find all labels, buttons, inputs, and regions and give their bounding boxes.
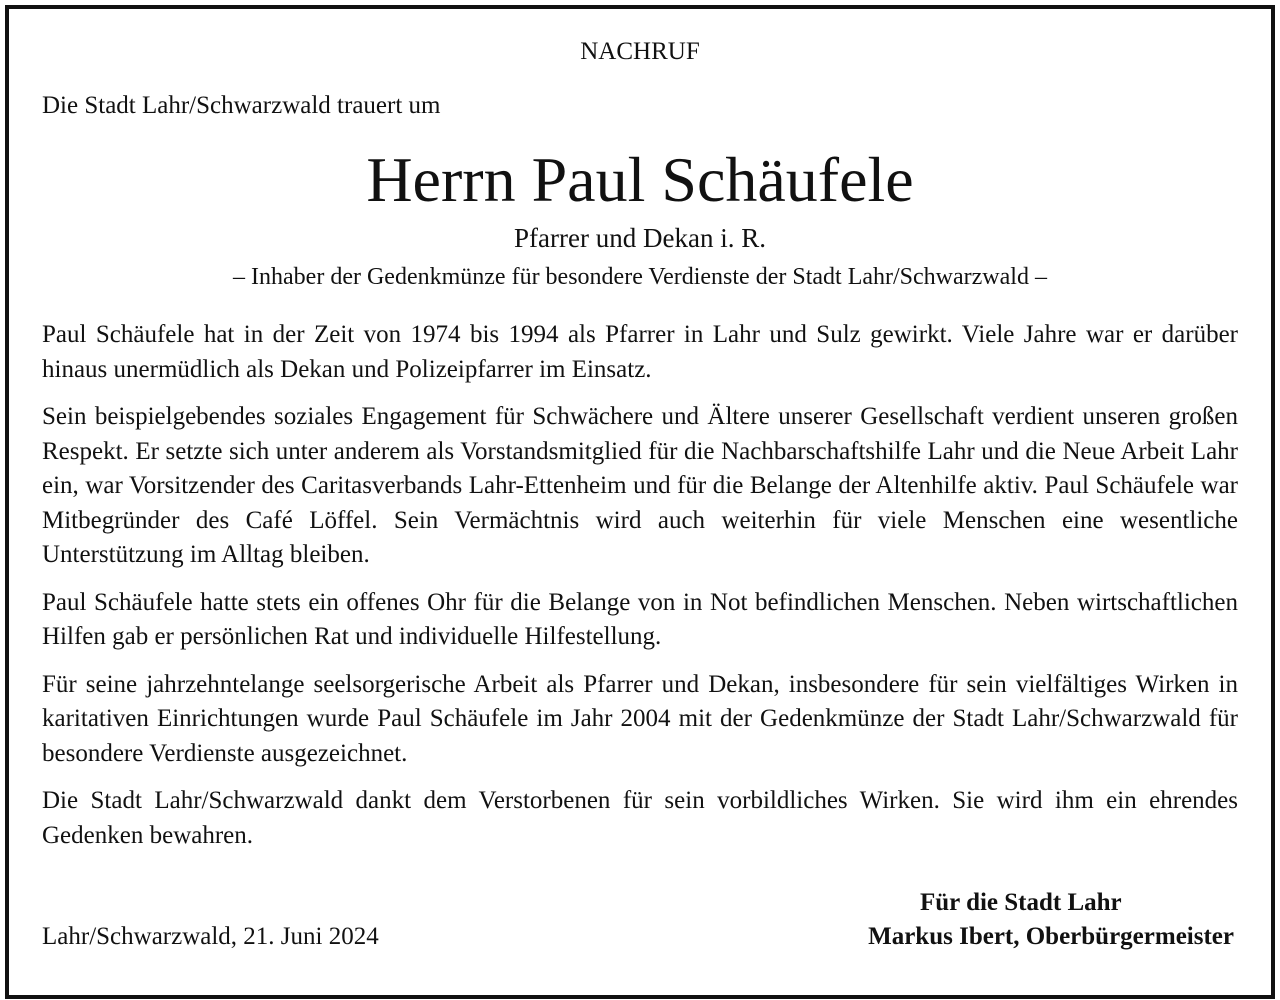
deceased-title: Pfarrer und Dekan i. R. <box>514 223 766 253</box>
body-paragraph: Paul Schäufele hatte stets ein offenes Ohr für die Belange von in Not befindlichen Menschen. Neben wirtschaftlichen Hilfen gab er persönlichen Rat und individuelle Hilfestellung. <box>42 588 1238 650</box>
body-paragraph: Paul Schäufele hat in der Zeit von 1974 bis 1994 als Pfarrer in Lahr und Sulz gewirkt. Viele Jahre war er darüber hinaus unermüdlich als Dekan und Polizeipfarrer im Einsatz. <box>42 321 1238 383</box>
notice-body <box>42 318 1238 866</box>
signature-name: Markus Ibert, Oberbürgermeister <box>868 923 1234 950</box>
body-paragraph: Sein beispielgebendes soziales Engagement für Schwächere und Ältere unserer Gesellschaft verdient unseren großen Respekt. Er setzte sich unter anderem als Vorstandsmitglied für die Nachbarschaftshilfe Lahr und die Neue Arbeit Lahr ein, war Vorsitzender des Caritasverbands Lahr-Ettenheim und für die Belange der Altenhilfe aktiv. Paul Schäufele war Mitbegründer des Café Löffel. Sein Vermächtnis wird auch weiterhin für viele Menschen eine wesentliche Unterstützung im Alltag bleiben. <box>42 403 1238 568</box>
body-paragraph: Die Stadt Lahr/Schwarzwald dankt dem Verstorbenen für sein vorbildliches Wirken. Sie wird ihm ein ehrendes Gedenken bewahren. <box>42 787 1238 849</box>
honor-line: – Inhaber der Gedenkmünze für besondere Verdienste der Stadt Lahr/Schwarzwald – <box>233 264 1047 290</box>
body-paragraph: Für seine jahrzehntelange seelsorgerische Arbeit als Pfarrer und Dekan, insbesondere für sein vielfältiges Wirken in karitativen Einrichtungen wurde Paul Schäufele im Jahr 2004 mit der Gedenkmünze der Stadt Lahr/Schwarzwald für besondere Verdienste ausgezeichnet. <box>42 670 1238 767</box>
deceased-name: Herrn Paul Schäufele <box>366 144 914 215</box>
intro-text: Die Stadt Lahr/Schwarzwald trauert um <box>42 92 441 119</box>
place-date: Lahr/Schwarzwald, 21. Juni 2024 <box>42 923 379 950</box>
notice-heading: NACHRUF <box>580 38 700 65</box>
signature-organization: Für die Stadt Lahr <box>920 889 1122 916</box>
